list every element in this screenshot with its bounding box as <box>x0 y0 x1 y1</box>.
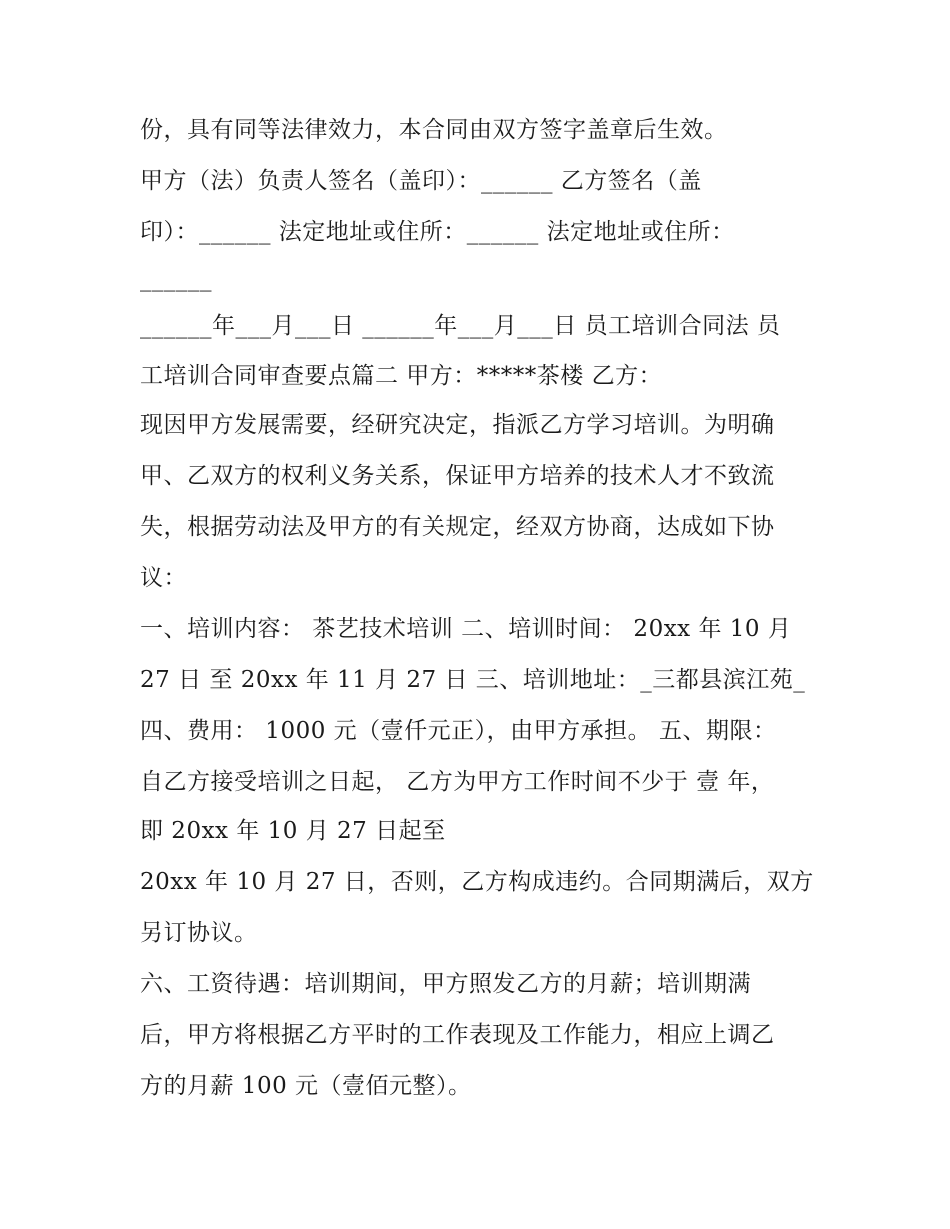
text-line: 甲、乙双方的权利义务关系，保证甲方培养的技术人才不致流 <box>140 463 775 489</box>
text-line: 失，根据劳动法及甲方的有关规定，经双方协商，达成如下协 <box>140 514 775 540</box>
text-line: 27 日 至 20xx 年 11 月 27 日 三、培训地址：_三都县滨江苑_ <box>140 667 806 693</box>
text-line: ______ <box>140 266 212 292</box>
text-line: 甲方（法）负责人签名（盖印）：______ 乙方签名（盖 <box>140 168 702 194</box>
text-line: 四、费用： 1000 元（壹仟元正），由甲方承担。 五、期限： <box>140 718 777 744</box>
text-line: 一、培训内容： 茶艺技术培训 二、培训时间： 20xx 年 10 月 <box>140 616 792 642</box>
text-line: 20xx 年 10 月 27 日，否则，乙方构成违约。合同期满后，双方 <box>140 869 814 895</box>
text-line: 后，甲方将根据乙方平时的工作表现及工作能力，相应上调乙 <box>140 1022 775 1048</box>
text-line: 即 20xx 年 10 月 27 日起至 <box>140 818 446 844</box>
text-line: 印）：______ 法定地址或住所：______ 法定地址或住所： <box>140 219 735 245</box>
text-line: 议： <box>140 565 187 591</box>
text-line: 现因甲方发展需要，经研究决定，指派乙方学习培训。为明确 <box>140 412 775 438</box>
text-line: ______年___月___日 ______年___月___日 员工培训合同法 员 <box>140 313 781 339</box>
text-line: 六、工资待遇：培训期间，甲方照发乙方的月薪；培训期满 <box>140 971 751 997</box>
text-line: 方的月薪 100 元（壹佰元整）。 <box>140 1073 472 1099</box>
text-line: 工培训合同审查要点篇二 甲方：*****茶楼 乙方： <box>140 363 663 389</box>
text-line: 份，具有同等法律效力，本合同由双方签字盖章后生效。 <box>140 117 728 143</box>
text-line: 另订协议。 <box>140 920 258 946</box>
text-line: 自乙方接受培训之日起， 乙方为甲方工作时间不少于 壹 年， <box>140 769 775 795</box>
